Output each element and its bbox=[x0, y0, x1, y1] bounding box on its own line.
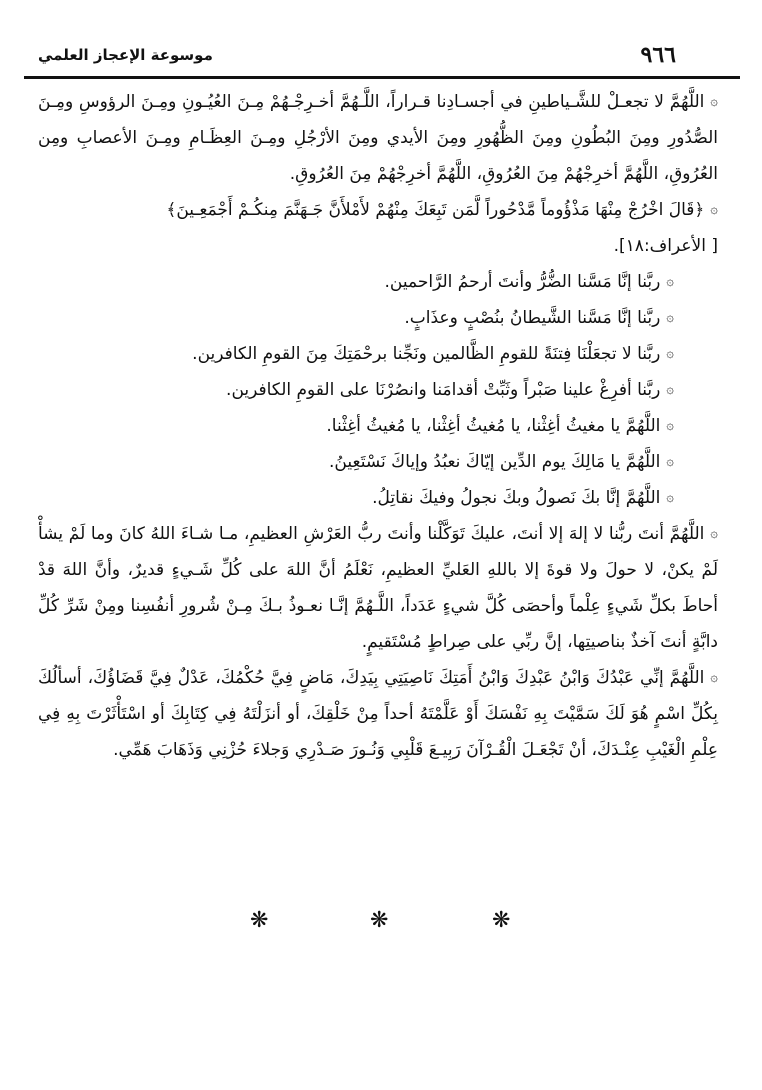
short-prayer-text: ربَّنا إنَّا مَسَّنا الشَّيطانُ بنُصْبٍ وعذَابٍ. bbox=[404, 308, 661, 328]
short-prayer-text: ربَّنا لا تجعَلْنَا فِتنَةً للقومِ الظَّالمين ونَجِّنا برحْمَتِكَ مِنَ القومِ الكافرين. bbox=[192, 344, 661, 364]
short-prayer bbox=[38, 336, 674, 372]
flower-bullet-icon: ۞ bbox=[666, 454, 674, 469]
short-prayer bbox=[38, 408, 674, 444]
flower-bullet-icon: ۞ bbox=[666, 346, 674, 361]
flower-bullet-icon: ۞ bbox=[666, 490, 674, 505]
short-prayer bbox=[38, 264, 674, 300]
short-prayer bbox=[38, 480, 674, 516]
short-prayer-text: ربَّنا إنَّا مَسَّنا الضُّرُّ وأنتَ أرحمُ الرَّاحمين. bbox=[384, 272, 661, 292]
prayer-paragraph bbox=[38, 84, 718, 192]
flower-bullet-icon: ۞ bbox=[710, 94, 718, 109]
prayer-paragraph bbox=[38, 516, 718, 660]
flower-bullet-icon: ۞ bbox=[710, 526, 718, 541]
page-number: ٩٦٦ bbox=[640, 42, 676, 68]
page-body bbox=[38, 84, 718, 768]
short-prayer bbox=[38, 444, 674, 480]
header-rule bbox=[24, 76, 740, 79]
short-prayer-text: اللَّهُمَّ إنَّا بكَ نَصولُ وبكَ نجولُ وفيكَ نقاتِلُ. bbox=[372, 488, 661, 508]
flower-bullet-icon: ۞ bbox=[710, 202, 718, 217]
flower-bullet-icon: ۞ bbox=[666, 274, 674, 289]
verse-text: ﴿قَالَ اخْرُجْ مِنْهَا مَذْؤُوماً مَّدْحُوراً لَّمَن تَبِعَكَ مِنْهُمْ لأَمْلأَنَّ جَـهَنَّمَ مِنكُـمْ أَجْمَعِـينَ﴾ bbox=[166, 200, 705, 220]
asterisk-ornament-icon: ❋ bbox=[370, 908, 389, 933]
flower-bullet-icon: ۞ bbox=[666, 310, 674, 325]
paragraph-text: اللَّهُمَّ أنتَ ربُّنا لا إلهَ إلا أنتَ، عليكَ تَوَكَّلْنا وأنتَ ربُّ العَرْشِ العظيمِ، مـا شـاءَ اللهُ كانَ وما لَمْ يشأْ لَمْ يكنْ، لا حولَ ولا قوةَ إلا باللهِ العَليِّ العظيمِ، نَعْلَمُ أنَّ اللهَ على كُلِّ شَـيءٍ قديرٌ، وأنَّ اللهَ قدْ أحاطَ بكلِّ شَيءٍ عِلْماً وأحصَى كُلَّ شيءٍ عَدَداً، اللَّـهُمَّ إنَّـا نعـوذُ بـكَ مِـنْ شُرورِ أنفُسِنا ومِنْ شَرِّ كُلِّ دابَّةٍ أنتَ آخذٌ بناصيتِها، إنَّ ربِّي على صِراطٍ مُسْتَقيمٍ. bbox=[38, 524, 718, 652]
short-prayer bbox=[38, 372, 674, 408]
paragraph-text: اللَّهُمَّ لا تجعـلْ للشَّـياطينِ في أجسـادِنا قـراراً، اللَّـهُمَّ أخـرِجْـهُمْ مِـنَ العُيُـونِ ومِـنَ الرؤوسِ ومِـنَ الصُّدُورِ ومِنَ البُطُونِ ومِنَ الظُّهُورِ ومِنَ الأيدي ومِنَ الأرْجُلِ ومِـنَ العِظَـامِ ومِـنَ الأعصابِ ومِن العُرُوقِ، اللَّهُمَّ أخرِجْهُمْ مِنَ العُرُوقِ، اللَّهُمَّ أخرِجْهُمْ مِنَ العُرُوقِ. bbox=[38, 92, 718, 184]
running-title: موسوعة الإعجاز العلمي bbox=[38, 46, 213, 64]
short-prayer-text: اللَّهُمَّ يا مَالِكَ يوم الدِّين إيّاكَ نعبُدُ وإياكَ نَسْتَعِينُ. bbox=[329, 452, 661, 472]
short-prayer-text: ربَّنا أفرِغْ علينا صَبْراً وثَبِّتْ أقدامَنا وانصُرْنَا على القومِ الكافرين. bbox=[226, 380, 661, 400]
flower-bullet-icon: ۞ bbox=[666, 418, 674, 433]
short-prayer-text: اللَّهُمَّ يا مغيثُ أغِثْنا، يا مُغيثُ أغِثْنا، يا مُغيثُ أغِثْنا. bbox=[326, 416, 661, 436]
paragraph-text: اللَّهُمَّ إنِّي عَبْدُكَ وَابْنُ عَبْدِكَ وَابْنُ أَمَتِكَ نَاصِيَتِي بِيَدِكَ، مَاضٍ فِيَّ حُكْمُكَ، عَدْلٌ فِيَّ قَضَاؤُكَ، أسألُكَ بِكُلِّ اسْمٍ هُوَ لَكَ سَمَّيْتَ بِهِ نَفْسَكَ أَوْ عَلَّمْتَهُ أحداً مِنْ خَلْقِكَ، أو أنزَلْتَهُ فِي كِتَابِكَ أو اسْتَأْثَرْتَ بِهِ فِي عِلْمِ الْغَيْبِ عِنْـدَكَ، أنْ تَجْعَـلَ الْقُـرْآنَ رَبِيـعَ قَلْبِي وَنُـورَ صَـدْرِي وَجلاءَ حُزْنِي وَذَهَابَ هَمِّي. bbox=[38, 668, 718, 760]
short-prayer bbox=[38, 300, 674, 336]
asterisk-ornament-icon: ❋ bbox=[250, 908, 269, 933]
quran-verse-paragraph bbox=[38, 192, 718, 228]
flower-bullet-icon: ۞ bbox=[710, 670, 718, 685]
prayer-paragraph bbox=[38, 660, 718, 768]
flower-bullet-icon: ۞ bbox=[666, 382, 674, 397]
page-header bbox=[24, 40, 738, 74]
verse-citation: [ الأعراف:١٨]. bbox=[613, 236, 718, 256]
section-separator bbox=[230, 908, 530, 938]
asterisk-ornament-icon: ❋ bbox=[492, 908, 511, 933]
